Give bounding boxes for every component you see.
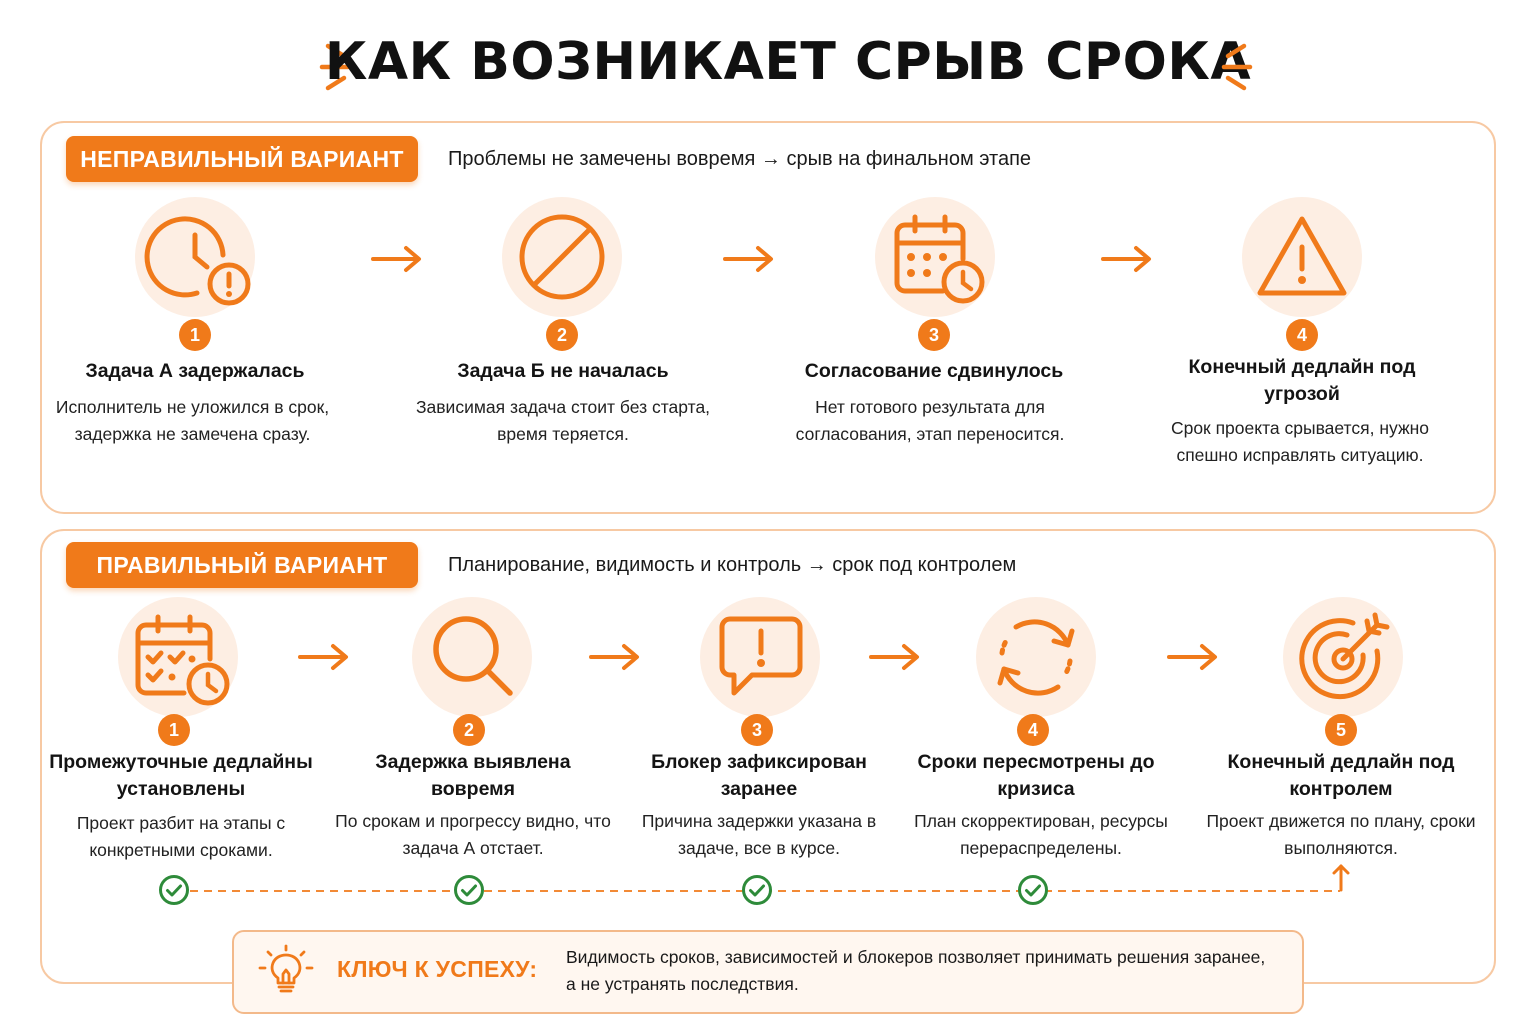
arrow-right-icon [1100,244,1154,274]
wrong-step-3-title: Согласование сдвинулось [804,360,1064,382]
calendar-check-icon [128,607,228,707]
wrong-step-1-title: Задача А задержалась [85,360,305,382]
wrong-step-4-number: 4 [1286,319,1318,351]
right-step-4-icon-circle [976,597,1096,717]
wrong-step-3-number: 3 [918,319,950,351]
check-circle-icon [741,874,773,906]
spark-right-icon [1214,36,1254,96]
wrong-step-3-icon-circle [875,197,995,317]
check-circle-icon [158,874,190,906]
right-step-2-number: 2 [453,714,485,746]
wrong-step-1-number: 1 [179,319,211,351]
warning-icon [1252,207,1352,307]
right-step-1-icon-circle [118,597,238,717]
right-variant-tag: ПРАВИЛЬНЫЙ ВАРИАНТ [66,542,418,588]
key-to-success-label: КЛЮЧ К УСПЕХУ: [337,956,538,982]
wrong-step-4-title: Конечный дедлайн под угрозой [1188,356,1416,405]
title-area [0,28,1536,108]
right-step-3-desc: Причина задержки указана в задаче, все в курсе. [641,811,877,858]
right-step-5-icon-circle [1283,597,1403,717]
right-step-3-icon-circle [700,597,820,717]
blocked-icon [512,207,612,307]
right-step-2-icon-circle [412,597,532,717]
wrong-step-2-desc: Зависимая задача стоит без старта, время теряется. [415,397,711,444]
arrow-right-icon [588,642,642,672]
right-step-3-number: 3 [741,714,773,746]
right-step-4-title: Сроки пересмотрены до кризиса [917,751,1155,800]
right-step-4-number: 4 [1017,714,1049,746]
key-to-success-text: Видимость сроков, зависимостей и блокеров позволяет принимать решения заранее, а не устранять последствия. [566,947,1266,994]
refresh-icon [986,607,1086,707]
lightbulb-icon [258,944,314,1000]
page-title: КАК ВОЗНИКАЕТ СРЫВ СРОКА [324,32,1252,92]
arrow-right-icon [868,642,922,672]
wrong-step-1-desc: Исполнитель не уложился в срок, задержка не замечена сразу. [55,397,330,444]
check-circle-icon [1017,874,1049,906]
arrow-right-icon [370,244,424,274]
right-step-5-number: 5 [1325,714,1357,746]
right-step-1-title: Промежуточные дедлайны установлены [49,751,313,800]
wrong-step-2-number: 2 [546,319,578,351]
right-step-1-number: 1 [158,714,190,746]
wrong-step-4-desc: Срок проекта срывается, нужно спешно исправлять ситуацию. [1170,418,1430,465]
clock-alert-icon [145,207,245,307]
wrong-variant-subtitle: Проблемы не замечены вовремя → срыв на финальном этапе [448,148,1032,170]
arrow-right-icon [722,244,776,274]
arrow-right-icon [297,642,351,672]
wrong-step-3-desc: Нет готового результата для согласования, этап переносится. [795,397,1065,444]
arrow-right-icon [1166,642,1220,672]
wrong-step-2-title: Задача Б не началась [457,360,669,382]
wrong-step-4-icon-circle [1242,197,1362,317]
right-step-2-title: Задержка выявлена вовремя [375,751,571,800]
wrong-step-1-icon-circle [135,197,255,317]
magnifier-icon [422,607,522,707]
message-alert-icon [710,607,810,707]
right-step-1-desc: Проект разбит на этапы с конкретными сроками. [76,813,286,860]
arrow-up-icon [1330,862,1352,892]
right-step-2-desc: По срокам и прогрессу видно, что задача А отстает. [335,811,611,858]
right-step-4-desc: План скорректирован, ресурсы перераспределены. [914,811,1168,858]
wrong-variant-tag: НЕПРАВИЛЬНЫЙ ВАРИАНТ [66,136,418,182]
target-icon [1293,607,1393,707]
check-circle-icon [453,874,485,906]
right-step-5-desc: Проект движется по плану, сроки выполняются. [1206,811,1476,858]
wrong-step-2-icon-circle [502,197,622,317]
right-step-5-title: Конечный дедлайн под контролем [1227,751,1455,800]
right-variant-subtitle: Планирование, видимость и контроль → срок под контролем [448,554,1017,576]
right-step-3-title: Блокер зафиксирован заранее [651,751,867,800]
calendar-clock-icon [885,207,985,307]
